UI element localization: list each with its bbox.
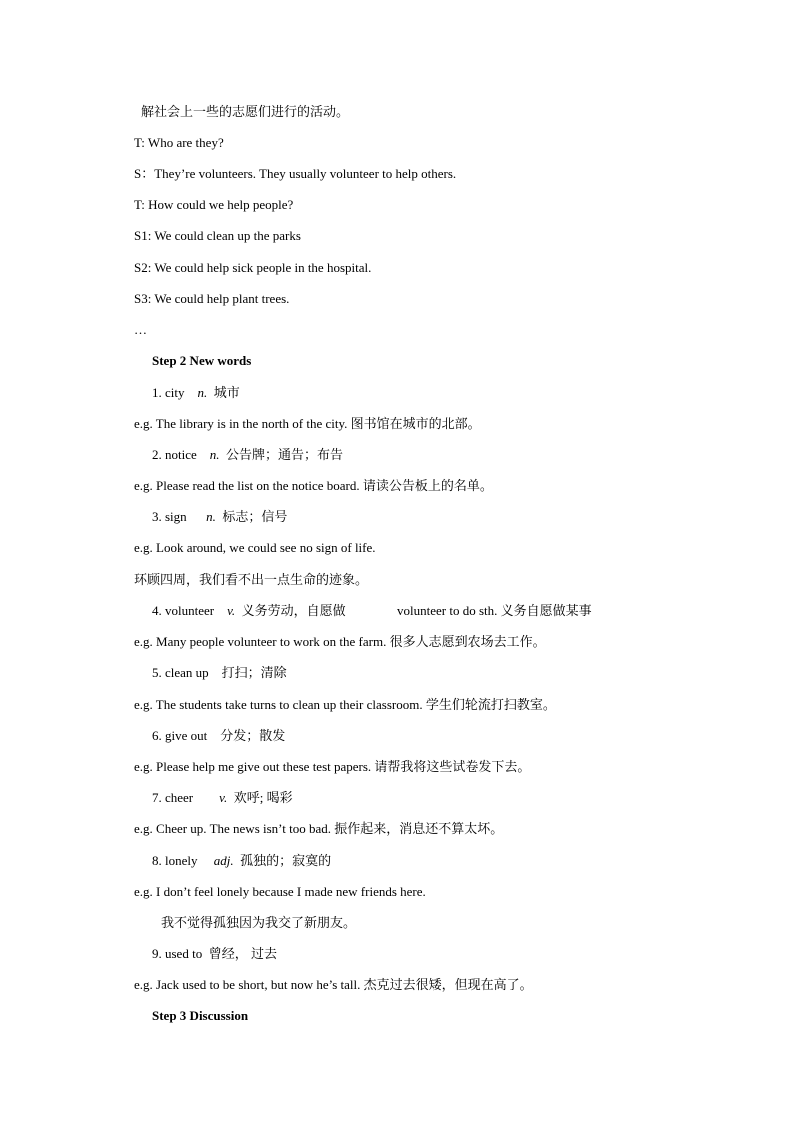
vocab-word: 9. used to: [152, 946, 203, 961]
part-of-speech: v.: [219, 790, 228, 805]
dialogue-line-teacher-2: T: How could we help people?: [134, 197, 294, 212]
example-sentence-city: e.g. The library is in the north of the city. 图书馆在城市的北部。: [134, 416, 481, 431]
vocab-definition: 孤独的；寂寞的: [240, 853, 332, 868]
vocab-word: 7. cheer: [152, 790, 194, 805]
vocab-definition: 欢呼; 喝彩: [233, 790, 293, 805]
vocab-word: 4. volunteer: [152, 603, 215, 618]
part-of-speech: n.: [209, 447, 220, 462]
part-of-speech: n.: [197, 385, 208, 400]
ellipsis: …: [134, 322, 147, 337]
vocab-entry-notice: [152, 447, 343, 463]
dialogue-line-s1: S1: We could clean up the parks: [134, 228, 301, 243]
section-heading-step-2: Step 2 New words: [152, 353, 252, 368]
example-sentence-clean-up: e.g. The students take turns to clean up their classroom. 学生们轮流打扫教室。: [134, 697, 556, 712]
intro-text: 解社会上一些的志愿们进行的活动。: [141, 104, 350, 119]
vocab-word: 2. notice: [152, 447, 197, 462]
part-of-speech: adj.: [213, 853, 234, 868]
vocab-definition: 打扫；清除: [221, 665, 287, 680]
section-heading-step-3: Step 3 Discussion: [152, 1008, 249, 1023]
vocab-phrase-volunteer: volunteer to do sth. 义务自愿做某事: [397, 603, 592, 618]
example-sentence-used-to: e.g. Jack used to be short, but now he’s tall. 杰克过去很矮，但现在高了。: [134, 977, 533, 992]
vocab-word: 3. sign: [152, 509, 187, 524]
vocab-definition: 分发；散发: [220, 728, 286, 743]
vocab-word: 5. clean up: [152, 665, 209, 680]
example-translation-lonely: 我不觉得孤独因为我交了新朋友。: [161, 915, 357, 930]
example-sentence-lonely: e.g. I don’t feel lonely because I made new friends here.: [134, 884, 426, 899]
vocab-definition: 义务劳动，自愿做: [241, 603, 346, 618]
vocab-entry-volunteer: [152, 603, 346, 619]
vocab-definition: 标志；信号: [222, 509, 288, 524]
part-of-speech: v.: [227, 603, 236, 618]
dialogue-line-teacher-1: T: Who are they?: [134, 135, 224, 150]
vocab-word: 1. city: [152, 385, 185, 400]
vocab-definition: 公告牌；通告；布告: [226, 447, 344, 462]
example-translation-sign: 环顾四周，我们看不出一点生命的迹象。: [134, 572, 369, 587]
vocab-entry-clean-up: [152, 665, 287, 681]
vocab-entry-used-to: [152, 946, 277, 962]
part-of-speech: n.: [206, 509, 216, 524]
vocab-word: 6. give out: [152, 728, 208, 743]
example-sentence-volunteer: e.g. Many people volunteer to work on the farm. 很多人志愿到农场去工作。: [134, 634, 546, 649]
vocab-entry-lonely: [152, 853, 331, 869]
vocab-word: 8. lonely: [152, 853, 198, 868]
vocab-definition: 曾经， 过去: [208, 946, 277, 961]
vocab-definition: 城市: [213, 385, 240, 400]
vocab-entry-city: [152, 385, 240, 401]
vocab-entry-give-out: [152, 728, 285, 744]
vocab-entry-sign: [152, 509, 287, 525]
dialogue-line-s3: S3: We could help plant trees.: [134, 291, 290, 306]
example-sentence-sign: e.g. Look around, we could see no sign of life.: [134, 540, 376, 555]
example-sentence-cheer: e.g. Cheer up. The news isn’t too bad. 振作起来，消息还不算太坏。: [134, 821, 504, 836]
example-sentence-give-out: e.g. Please help me give out these test papers. 请帮我将这些试卷发下去。: [134, 759, 531, 774]
vocab-entry-cheer: [152, 790, 293, 806]
example-sentence-notice: e.g. Please read the list on the notice board. 请读公告板上的名单。: [134, 478, 493, 493]
dialogue-line-student: S：They’re volunteers. They usually volunteer to help others.: [134, 166, 457, 181]
dialogue-line-s2: S2: We could help sick people in the hospital.: [134, 260, 372, 275]
